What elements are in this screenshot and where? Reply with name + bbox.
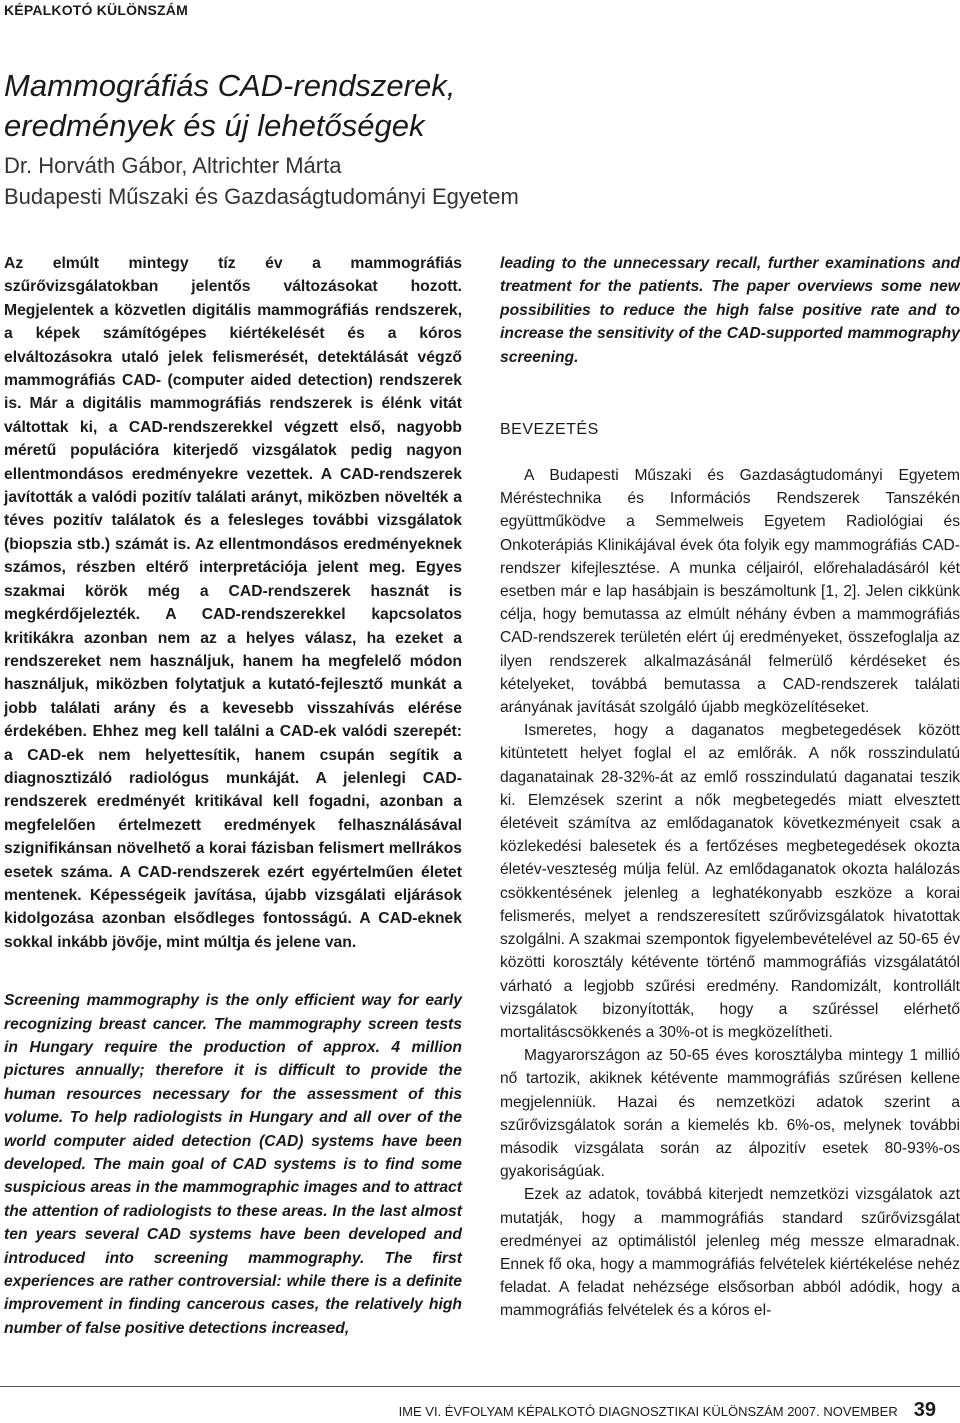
section-header-label: KÉPALKOTÓ KÜLÖNSZÁM <box>4 2 188 18</box>
author-names: Dr. Horváth Gábor, Altrichter Márta <box>4 153 342 178</box>
paragraph: Ezek az adatok, továbbá kiterjedt nemzetközi vizsgálatok azt mutatják, hogy a mammográfiás standard szűrővizsgálat eredményei az optimálistól jelenleg még messze elmaradnak. Ennek fő oka, hogy a mammográfiás felvételek kiértékelése nehéz feladat. A feladat nehézsége elsősorban abból adódik, hogy a mammográfiás felvételek és a kóros el- <box>500 1186 960 1320</box>
hungarian-abstract: Az elmúlt mintegy tíz év a mammográfiás szűrővizsgálatokban jelentős változásokat hozott. Megjelentek a közvetlen digitális mammográfiás rendszerek, a képek számítógépes kiértékelését és a kóros elváltozásokra utaló jelek felismerését, detektálását végző mammográfiás CAD- (computer aided detection) rendszerek is. Már a digitális mammográfiás rendszerek is élénk vitát váltottak ki, a CAD-rendszerekkel végzett első, nagyobb méretű populációra kiterjedő vizsgálatok pedig nagyon ellentmondásos eredményekre vezettek. A CAD-rendszerek javították a valódi pozitív találati arányt, miközben növelték a téves pozitív találatok és a felesleges további vizsgálatok (biopszia stb.) számát is. Az ellentmondásos eredményeknek számos, részben eltérő interpretációja jelent meg. Egyes szakmai körök még a CAD-rendszerek hasznát is megkérdőjelezték. A CAD-rendszerekkel kapcsolatos kritikákra azonban nem az a helyes válasz, ha ezeket a rendszereket nem használjuk, hanem ha megfelelő módon használjuk, miközben folytatjuk a kutató-fejlesztő munkát a jobb találati arány és a kevesebb visszahívás elérése érdekében. Ehhez meg kell találni a CAD-ek valódi szerepét: a CAD-ek nem helyettesítik, hanem csupán segítik a diagnosztizáló radiológus munkáját. A jelenlegi CAD-rendszerek eredményét kritikával kell fogadni, azonban a megfelelően értelmezett eredmények felhasználásával szignifikánsan növelhető a korai fázisban felismert mellrákos esetek száma. A CAD-rendszerek ezért egyértelműen életet mentenek. Képességeik javítása, újabb vizsgálati eljárások kidolgozása azonban elsődleges fontosságú. A CAD-eknek sokkal inkább jövője, mint múltja és jelene van. <box>4 255 462 951</box>
paragraph: Magyarországon az 50-65 éves korosztályba mintegy 1 millió nő tartozik, akiknek kétévente mammográfiás szűrésen kellene megjelenniük. Hazai és nemzetközi adatok szerint a szűrővizsgálatok során a kiemelés kb. 6%-os, melynek további második vizsgálata során az álpozitív esetek 80-93%-os gyakoriságúak. <box>500 1047 960 1181</box>
english-abstract-part-1: Screening mammography is the only efficient way for early recognizing breast cancer. The mammography screen tests in Hungary require the production of approx. 4 million pictures annually; therefore it is difficult to provide the human resources necessary for the assessment of this volume. To help radiologists in Hungary and all over of the world computer aided detection (CAD) systems have been developed. The main goal of CAD systems is to find some suspicious areas in the mammographic images and to attract the attention of radiologists to these areas. In the last almost ten years several CAD systems have been developed and introduced into screening mammography. The first experiences are rather controversial: while there is a definite improvement in finding cancerous cases, the relatively high number of false positive detections increased, <box>4 992 462 1337</box>
article-title <box>4 66 455 146</box>
paragraph: A Budapesti Műszaki és Gazdaságtudományi Egyetem Méréstechnika és Információs Rendszerek Tanszékén együttműködve a Semmelweis Egyetem Radiológiai és Onkoterápiás Klinikájával évek óta folyik egy mammográfiás CAD-rendszer kifejlesztése. A munka céljairól, előrehaladásáról két esetben már e lap hasábjain is beszámoltunk [1, 2]. Jelen cikkünk célja, hogy bemutassa az elmúlt néhány évben a mammográfiás CAD-rendszerek területén elért új eredményeket, összefoglalja az ilyen rendszerek alkalmazásánál felmerülő kérdéseket és kételyeket, továbbá bemutassa a CAD-rendszerek találati arányának javítását szolgáló újabb megközelítéseket. <box>500 467 960 717</box>
author-institution: Budapesti Műszaki és Gazdaságtudományi Egyetem <box>4 184 519 209</box>
title-line-2: eredmények és új lehetőségek <box>4 108 425 143</box>
author-block <box>4 150 519 212</box>
section-heading: BEVEZETÉS <box>500 421 599 439</box>
page-footer <box>399 1399 936 1422</box>
title-line-1: Mammográfiás CAD-rendszerek, <box>4 68 456 103</box>
footer-divider <box>0 1386 960 1387</box>
english-abstract-part-2: leading to the unnecessary recall, further examinations and treatment for the patients. The paper overviews some new possibilities to reduce the high false positive rate and to increase the sensitivity of the CAD-supported mammography screening. <box>500 255 960 366</box>
footer-journal: IME VI. ÉVFOLYAM KÉPALKOTÓ DIAGNOSZTIKAI KÜLÖNSZÁM 2007. NOVEMBER <box>398 1404 898 1419</box>
right-column <box>500 252 960 1323</box>
left-column <box>4 252 462 1340</box>
page-number: 39 <box>913 1399 936 1421</box>
paragraph: Ismeretes, hogy a daganatos megbetegedések között kitüntetett helyet foglal el az emlőrák. A nők rosszindulatú daganatainak 28-32%-át az emlő rosszindulatú daganatai teszik ki. Elemzések szerint a nők megbetegedés miatt elvesztett életéveit számítva az emlődaganatok következményeit csak a közlekedési balesetek és a fertőzéses megbetegedések okozta életév-veszteség múlja felül. Az emlődaganatok okozta halálozás csökkentésének jelenleg a leghatékonyabb eszköze a korai felismerés, melyet a rendszeresített szűrővizsgálatok hivatottak szolgálni. A szakmai szempontok figyelembevételével az 50-65 év közötti korosztály kétévente történő mammográfiás vizsgálatától várható a legjobb szűrési eredmény. Randomizált, kontrollált vizsgálatok bizonyították, hogy a szűréssel elérhető mortalitáscsökkenés a 30%-ot is megközelítheti. <box>500 722 960 1041</box>
body-text <box>500 464 960 1323</box>
